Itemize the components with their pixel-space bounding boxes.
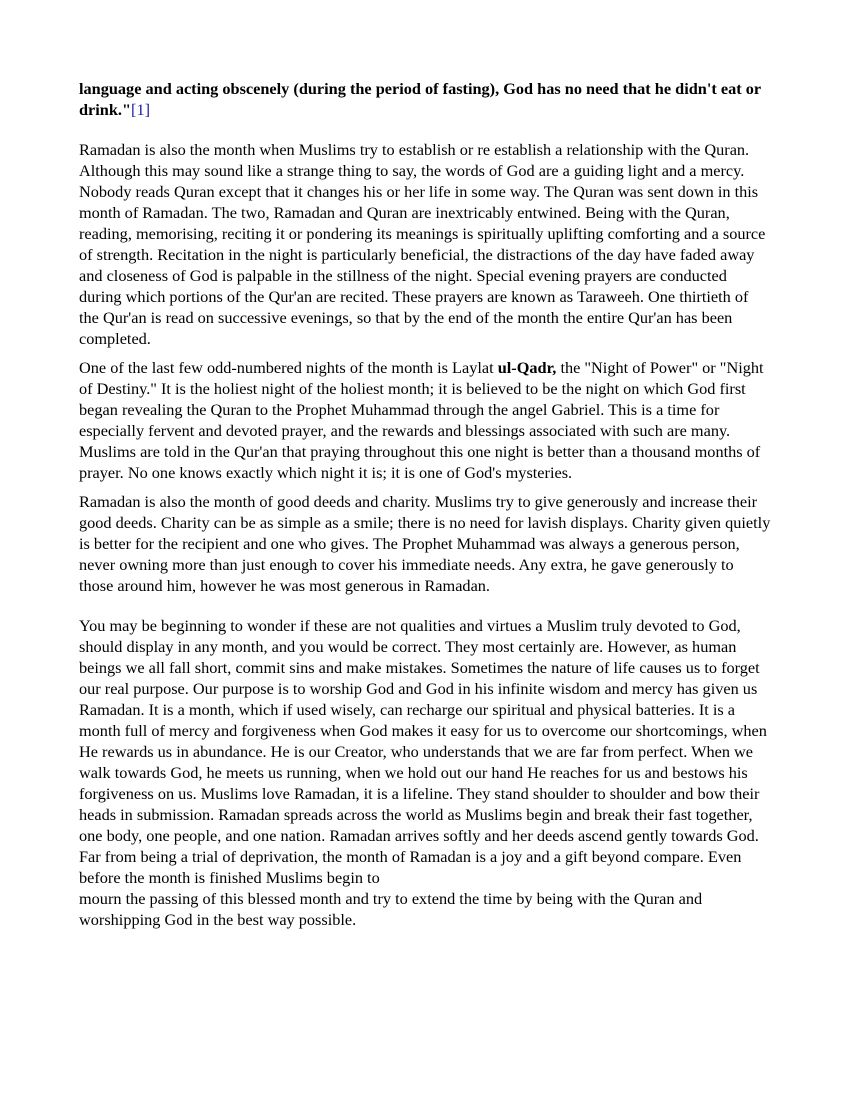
paragraph-laylat-ul-qadr — [79, 357, 772, 483]
paragraph-charity: Ramadan is also the month of good deeds and charity. Muslims try to give generously and increase their good deeds. Charity can be as simple as a smile; there is no need for lavish displays. Charity given quietly is better for the recipient and one who gives. The Prophet Muhammad was always a generous person, never owning more than just enough to cover his immediate needs. Any extra, he gave generously to those around him, however he was most generous in Ramadan. — [79, 492, 771, 595]
reflection-text-part2: mourn the passing of this blessed month and try to extend the time by being with the Quran and worshipping God in the best way possible. — [79, 889, 703, 929]
paragraph-reflection — [79, 615, 772, 930]
laylat-text-after: the "Night of Power" or "Night of Destiny." It is the holiest night of the holiest month; it is believed to be the night on which God first began revealing the Quran to the Prophet Muhammad through the angel Gabriel. This is a time for especially fervent and devoted prayer, and the rewards and blessings associated with such are many. Muslims are told in the Qur'an that praying throughout this one night is better than a thousand months of prayer. No one knows exactly which night it is; it is one of God's mysteries. — [79, 358, 764, 482]
document-page — [79, 78, 772, 949]
reflection-text-part1: You may be beginning to wonder if these are not qualities and virtues a Muslim truly devoted to God, should display in any month, and you would be correct. They most certainly are. However, as human beings we all fall short, commit sins and make mistakes. Sometimes the nature of life causes us to forget our real purpose. Our purpose is to worship God and God in his infinite wisdom and mercy has given us Ramadan. It is a month, which if used wisely, can recharge our spiritual and physical batteries. It is a month full of mercy and forgiveness when God makes it easy for us to overcome our shortcomings, when He rewards us in abundance. He is our Creator, who understands that we are far from perfect. When we walk towards God, he meets us running, when we hold out our hand He reaches for us and bestows his forgiveness on us. Muslims love Ramadan, it is a lifeline. They stand shoulder to shoulder and bow their heads in submission. Ramadan spreads across the world as Muslims begin and break their fast together, one body, one people, and one nation. Ramadan arrives softly and her deeds ascend gently towards God. Far from being a trial of deprivation, the month of Ramadan is a joy and a gift beyond compare. Even before the month is finished Muslims begin to — [79, 616, 767, 887]
footnote-link[interactable]: [1] — [131, 100, 151, 119]
laylat-bold-term: ul-Qadr, — [497, 358, 557, 377]
hadith-quote-text: language and acting obscenely (during the period of fasting), God has no need that he didn't eat or drink." — [79, 79, 761, 119]
paragraph-quran: Ramadan is also the month when Muslims try to establish or re establish a relationship with the Quran. Although this may sound like a strange thing to say, the words of God are a guiding light and a mercy. Nobody reads Quran except that it changes his or her life in some way. The Quran was sent down in this month of Ramadan. The two, Ramadan and Quran are inextricably entwined. Being with the Quran, reading, memorising, reciting it or pondering its meanings is spiritually uplifting comforting and a source of strength. Recitation in the night is particularly beneficial, the distractions of the day have faded away and closeness of God is palpable in the stillness of the night. Special evening prayers are conducted during which portions of the Qur'an are recited. These prayers are known as Taraweeh. One thirtieth of the Qur'an is read on successive evenings, so that by the end of the month the entire Qur'an has been completed. — [79, 140, 766, 348]
laylat-text-before: One of the last few odd-numbered nights of the month is Laylat — [79, 358, 498, 377]
paragraph-hadith-end — [79, 78, 772, 120]
